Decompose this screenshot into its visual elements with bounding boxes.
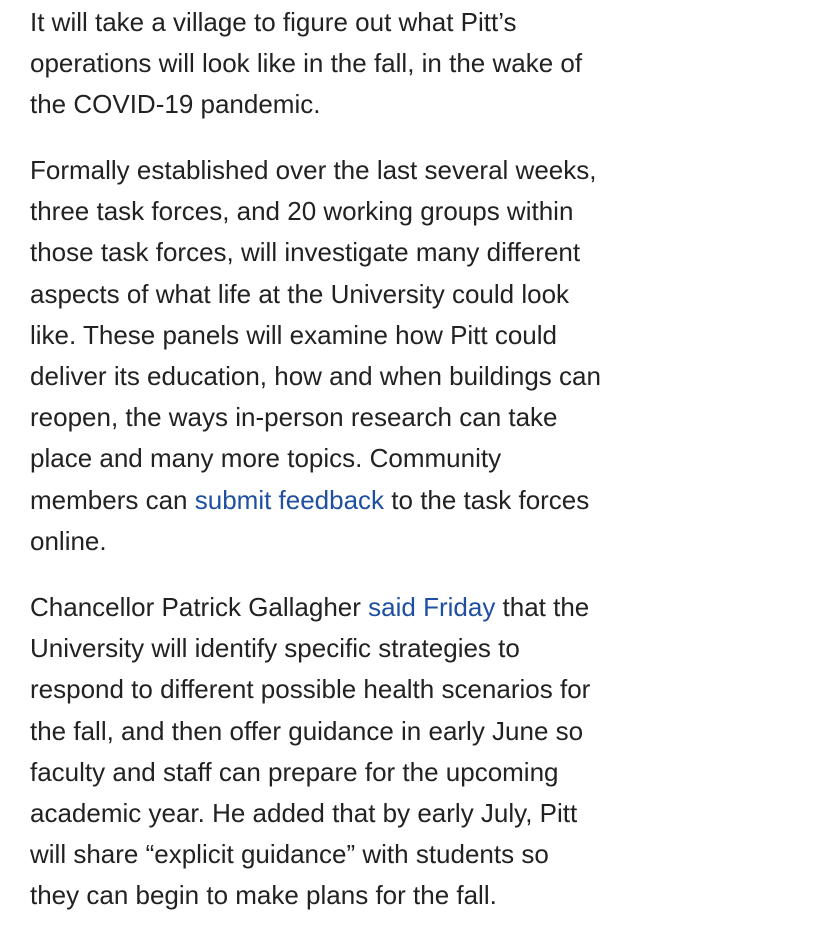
text-line: academic year. He added that by early July, Pitt [30, 798, 578, 829]
text-line [30, 587, 590, 628]
text-segment: Chancellor Patrick Gallagher [30, 592, 369, 622]
text-line: reopen, the ways in-person research can take [30, 402, 558, 433]
text-line: will share “explicit guidance” with students so [30, 839, 549, 870]
text-line: three task forces, and 20 working groups within [30, 196, 574, 227]
text-line: respond to different possible health scenarios for [30, 674, 591, 705]
text-line [30, 480, 601, 521]
paragraph-intro [30, 2, 582, 126]
text-segment: members can [30, 484, 195, 515]
submit-feedback-link[interactable]: submit feedback [194, 484, 385, 515]
text-line: University will identify specific strategies to [30, 633, 520, 664]
text-line: operations will look like in the fall, in the wake of [30, 48, 583, 79]
text-line: the fall, and then offer guidance in early June so [30, 715, 584, 746]
paragraph-task-forces [30, 150, 601, 562]
said-friday-link[interactable]: said Friday [368, 592, 496, 622]
text-line: the COVID-19 pandemic. [30, 89, 321, 120]
text-segment: that the [495, 592, 590, 622]
text-line: they can begin to make plans for the fall. [30, 880, 497, 911]
text-line: deliver its education, how and when buildings can [30, 361, 601, 392]
text-line: those task forces, will investigate many different [30, 237, 581, 268]
text-segment: to the task forces [384, 484, 590, 515]
text-line: place and many more topics. Community [30, 443, 502, 474]
text-line: faculty and staff can prepare for the upcoming [30, 756, 559, 787]
text-line: like. These panels will examine how Pitt could [30, 319, 558, 350]
paragraph-chancellor [30, 587, 590, 917]
text-line: Formally established over the last several weeks, [30, 155, 597, 185]
text-line: online. [30, 525, 107, 556]
text-line: It will take a village to figure out what Pitt’s [30, 7, 517, 37]
text-line: aspects of what life at the University could look [30, 278, 570, 309]
